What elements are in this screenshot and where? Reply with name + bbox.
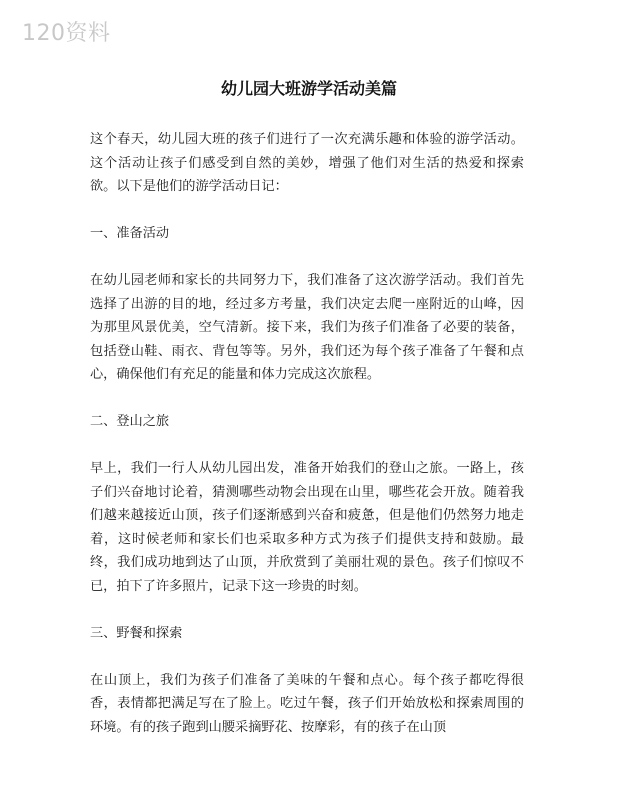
section-body-hiking: 早上，我们一行人从幼儿园出发，准备开始我们的登山之旅。一路上，孩子们兴奋地讨论着，猜测哪些动物会出现在山里，哪些花会开放。随着我们越来越接近山顶，孩子们逐渐感到兴奋和疲惫，但是他们仍然努力地走着，这时候老师和家长们也采取多种方式为孩子们提供支持和鼓励。最终，我们成功地到达了山顶，并欣赏到了美丽壮观的景色。孩子们惊叹不已，拍下了许多照片，记录下这一珍贵的时刻。 — [90, 461, 524, 594]
intro-paragraph: 这个春天，幼儿园大班的孩子们进行了一次充满乐趣和体验的游学活动。这个活动让孩子们感受到自然的美妙，增强了他们对生活的热爱和探索欲。以下是他们的游学活动日记： — [90, 132, 524, 194]
section-body-preparation: 在幼儿园老师和家长的共同努力下，我们准备了这次游学活动。我们首先选择了出游的目的地，经过多方考量，我们决定去爬一座附近的山峰，因为那里风景优美，空气清新。接下来，我们为孩子们准备了必要的装备，包括登山鞋、雨衣、背包等等。另外，我们还为每个孩子准备了午餐和点心，确保他们有充足的能量和体力完成这次旅程。 — [90, 273, 524, 382]
watermark: 120资料 — [22, 21, 111, 46]
section-heading-hiking: 二、登山之旅 — [90, 414, 170, 429]
section-heading-preparation: 一、准备活动 — [90, 226, 170, 241]
section-body-picnic: 在山顶上，我们为孩子们准备了美味的午餐和点心。每个孩子都吃得很香，表情都把满足写在了脸上。吃过午餐，孩子们开始放松和探索周围的环境。有的孩子跑到山腰采摘野花、按摩彩，有的孩子在山顶 — [90, 672, 524, 735]
section-heading-picnic: 三、野餐和探索 — [90, 625, 183, 641]
document-body — [90, 128, 524, 739]
page-title: 幼儿园大班游学活动美篇 — [220, 79, 397, 98]
